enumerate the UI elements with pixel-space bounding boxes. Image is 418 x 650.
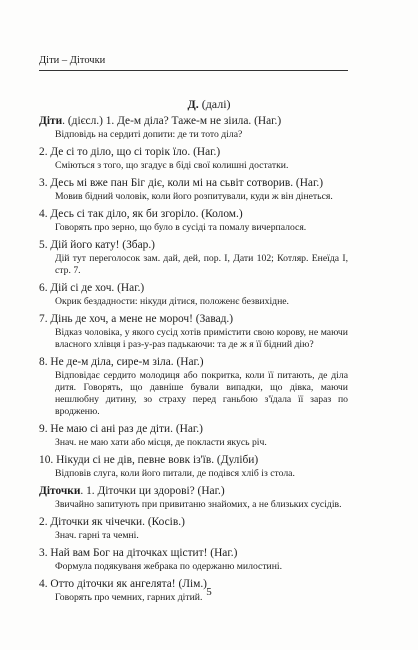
proverb-gloss: Мовив бідний чоловік, коли його розпитували, куди ж він дінеться.: [55, 191, 333, 202]
proverb-entry: [39, 207, 348, 221]
proverb-text: 4. Десь сі так діло, як би згоріло. (Колом.): [39, 208, 243, 220]
proverb-gloss: Формула подякуваня жебрака по одержаню милостині.: [55, 561, 283, 572]
entries-list: [39, 114, 348, 608]
proverb-text: 6. Дій сі де хоч. (Наг.): [39, 282, 145, 294]
running-head: Діти – Діточки: [39, 55, 106, 66]
proverb-gloss: Знач. гарні та чемні.: [55, 530, 139, 541]
proverb-entry: [39, 238, 348, 252]
proverb-gloss: Відповів слуга, коли його питали, де подівся хліб із стола.: [55, 468, 295, 479]
proverb-text: 10. Нікуди сі не дів, певне вовк із'їв. (Дуліби): [39, 454, 259, 466]
page-number: 5: [206, 586, 212, 598]
proverb-entry: [39, 312, 348, 326]
proverb-entry: [39, 515, 348, 529]
proverb-entry: [39, 546, 348, 560]
proverb-entry: [39, 176, 348, 190]
proverb-text: 2. Діточки як чічечки. (Косів.): [39, 516, 185, 528]
proverb-gloss: Дій тут переголосок зам. дай, дей, пор. I, Дати 102; Котляр. Енеїда I, стр. 7.: [55, 253, 348, 276]
headword: Діточки: [39, 485, 81, 497]
proverb-entry: [39, 114, 348, 128]
proverb-text: . (дієсл.) 1. Де-м діла? Таже-м не зіила. (Наг.): [62, 115, 282, 127]
section-title: [0, 97, 418, 111]
proverb-text: 3. Най вам Бог на діточках щістит! (Наг.): [39, 547, 238, 559]
proverb-text: . 1. Діточки ци здорові? (Наг.): [80, 485, 225, 497]
proverb-text: 5. Дій його кату! (Збар.): [39, 239, 155, 251]
proverb-gloss: Знач. не маю хати або місця, де покласти якусь річ.: [55, 437, 267, 448]
proverb-entry: [39, 453, 348, 467]
proverb-entry: [39, 422, 348, 436]
proverb-gloss: Відповідь на сердиті допити: де ти тото діла?: [55, 129, 243, 140]
proverb-entry: [39, 145, 348, 159]
header-rule: [39, 70, 348, 71]
proverb-gloss: Звичайно запитують при привитаню знайомих, а не близьких сусідів.: [55, 499, 342, 510]
proverb-gloss: Говорять про зерно, що було в сусіді та помалу вичерпалося.: [55, 222, 307, 233]
section-letter: Д.: [187, 97, 199, 111]
proverb-gloss: Відказ чоловіка, у якого сусід хотів примістити свою корову, не маючи власного хлівця і раз-у-раз падькаючи: та де ж я її бідний дію?: [55, 327, 348, 350]
proverb-text: 7. Дінь де хоч, а мене не мороч! (Завад.): [39, 313, 234, 325]
proverb-text: 4. Отто діточки як ангелята! (Лім.): [39, 578, 207, 590]
proverb-gloss: Говорять про чемних, гарних дітий.: [55, 592, 203, 603]
section-suffix: (далі): [198, 97, 231, 111]
proverb-text: 3. Десь мі вже пан Біг діє, коли мі на сьвіт сотворив. (Наг.): [39, 177, 324, 189]
proverb-gloss: Окрик бездадности: нікуди дітися, положенє безвихідне.: [55, 296, 289, 307]
proverb-text: 8. Не де-м діла, сире-м зіла. (Наг.): [39, 356, 204, 368]
proverb-text: 2. Де сі то діло, що сі торік їло. (Наг.): [39, 146, 221, 158]
proverb-gloss: Сміються з того, що згадує в біді свої колишні достатки.: [55, 160, 289, 171]
proverb-entry: [39, 281, 348, 295]
proverb-entry: [39, 484, 348, 498]
proverb-entry: [39, 355, 348, 369]
headword: Діти: [39, 115, 63, 127]
proverb-text: 9. Не маю сі ані раз де діти. (Наг.): [39, 423, 203, 435]
proverb-gloss: Відповідає сердито молодиця або покритка, коли її питають, де діла дитя. Говорять, що давніше бували випадки, що дівка, маючи нешлюбну дитину, зо страху перед ганьбою з'їдала її зараз по вродженю.: [55, 370, 348, 417]
